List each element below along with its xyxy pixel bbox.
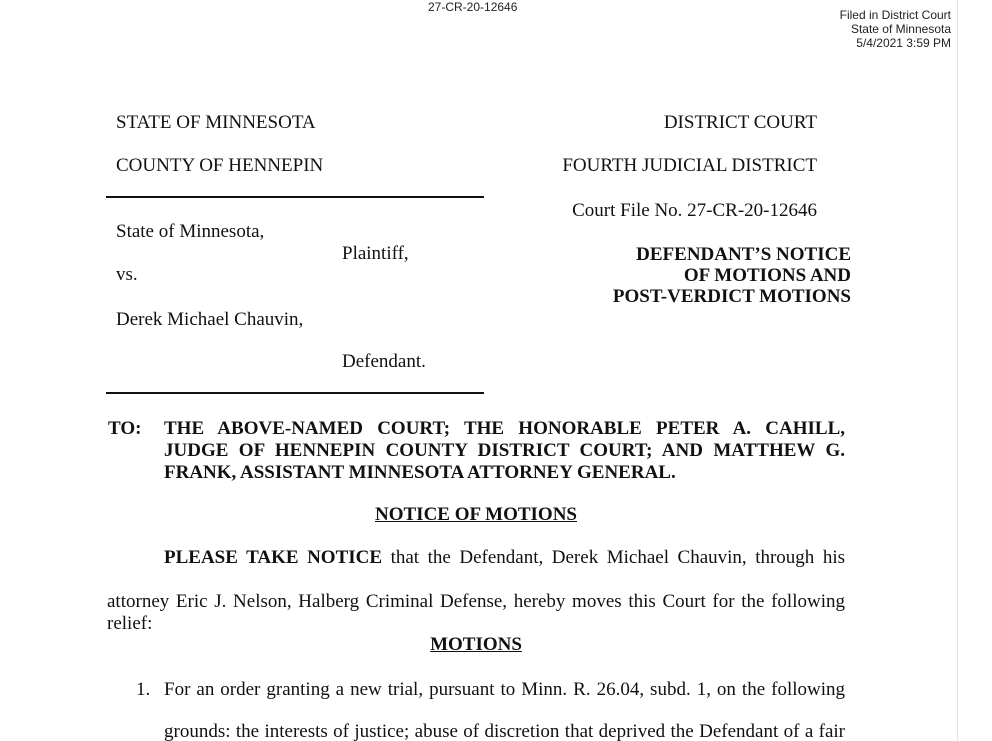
caption-county: COUNTY OF HENNEPIN bbox=[116, 155, 324, 176]
page-scrollbar[interactable] bbox=[957, 0, 992, 741]
notice-heading: NOTICE OF MOTIONS bbox=[375, 504, 577, 525]
notice-line1 bbox=[164, 547, 845, 569]
addressee-text: THE ABOVE-NAMED COURT; THE HONORABLE PETER A. CAHILL, JUDGE OF HENNEPIN COUNTY DISTRICT COURT; AND MATTHEW G. FRANK, ASSISTANT MINNESOTA ATTORNEY GENERAL. bbox=[164, 418, 845, 483]
motions-heading: MOTIONS bbox=[430, 634, 522, 655]
plaintiff-name: State of Minnesota, bbox=[116, 221, 265, 242]
document-title-line1: DEFENDANT’S NOTICE bbox=[636, 244, 851, 265]
filed-stamp bbox=[840, 8, 951, 50]
notice-line2: attorney Eric J. Nelson, Halberg Criminal Defense, hereby moves this Court for the following relief: bbox=[107, 591, 845, 634]
motion-1-line1: For an order granting a new trial, pursuant to Minn. R. 26.04, subd. 1, on the following bbox=[164, 679, 845, 700]
court-file-number: Court File No. 27-CR-20-12646 bbox=[572, 200, 817, 221]
addressee-label: TO: bbox=[108, 418, 142, 439]
caption-state: STATE OF MINNESOTA bbox=[116, 112, 316, 133]
header-file-id: 27-CR-20-12646 bbox=[428, 0, 518, 14]
defendant-name: Derek Michael Chauvin, bbox=[116, 309, 304, 330]
caption-bottom-rule bbox=[106, 392, 484, 394]
document-title-line2: OF MOTIONS AND bbox=[683, 265, 851, 286]
motion-1-line2: grounds: the interests of justice; abuse of discretion that deprived the Defendant of a fair bbox=[164, 721, 845, 741]
defendant-role: Defendant. bbox=[342, 351, 426, 372]
document-title bbox=[551, 244, 851, 307]
notice-lead: PLEASE TAKE NOTICE bbox=[164, 547, 383, 568]
filed-stamp-line3: 5/4/2021 3:59 PM bbox=[856, 36, 951, 50]
versus-label: vs. bbox=[116, 264, 138, 285]
filed-stamp-line2: State of Minnesota bbox=[850, 22, 951, 36]
caption-top-rule bbox=[106, 196, 484, 198]
motion-1-number: 1. bbox=[136, 679, 151, 700]
notice-line1-rest: that the Defendant, Derek Michael Chauvin, through his bbox=[390, 547, 846, 568]
plaintiff-role: Plaintiff, bbox=[342, 243, 409, 264]
filed-stamp-line1: Filed in District Court bbox=[839, 8, 951, 22]
caption-court: DISTRICT COURT bbox=[663, 112, 817, 133]
caption-district: FOURTH JUDICIAL DISTRICT bbox=[562, 155, 817, 176]
document-title-line3: POST-VERDICT MOTIONS bbox=[612, 286, 851, 307]
